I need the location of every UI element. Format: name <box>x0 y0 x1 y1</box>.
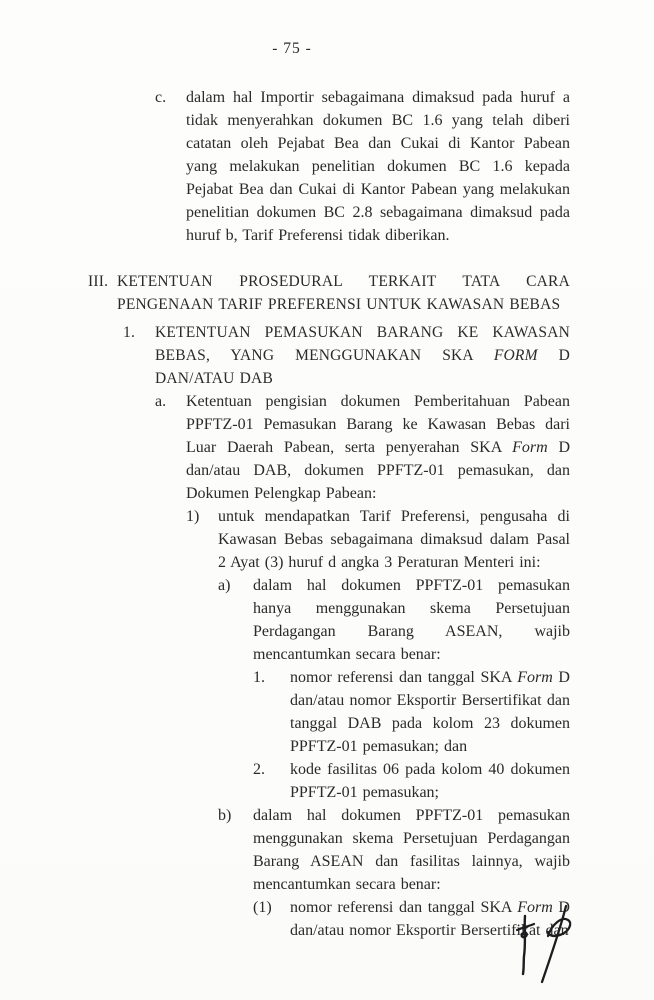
list-marker: a) <box>218 577 231 594</box>
list-marker: c. <box>155 89 167 106</box>
handwritten-paraf-initials-icon <box>500 898 584 990</box>
paragraph-text <box>253 804 570 896</box>
document-body <box>0 86 570 942</box>
text-segment: nomor referensi dan tanggal SKA <box>290 669 518 686</box>
list-marker: 1. <box>123 324 136 341</box>
paragraph-text <box>253 574 570 666</box>
subsection-heading-1 <box>123 321 570 390</box>
text-segment: Ketentuan pengisian dokumen Pemberitahuan Pabean PPFTZ-01 Pemasukan Barang ke Kawasan Bebas dari Luar Daerah Pabean, serta penyerahan SKA <box>186 393 570 456</box>
list-marker: 1. <box>253 669 265 686</box>
subsection-title <box>155 321 570 390</box>
list-item-c <box>155 86 570 247</box>
list-marker: III. <box>88 273 109 290</box>
italic-text-segment: Form <box>517 899 553 916</box>
list-marker: (1) <box>253 899 272 916</box>
paragraph-text <box>290 666 570 758</box>
text-segment: KETENTUAN PEMASUKAN BARANG KE KAWASAN BEBAS, YANG MENGGUNAKAN SKA <box>155 324 570 364</box>
paragraph-text <box>218 505 570 574</box>
italic-text-segment: Form <box>512 439 548 456</box>
paragraph-text <box>290 758 570 804</box>
text-segment: D DAN/ATAU DAB <box>155 347 571 387</box>
list-marker: 2. <box>253 761 265 778</box>
text-segment: dalam hal dokumen PPFTZ-01 pemasukan menggunakan skema Persetujuan Perdagangan Barang ASEAN dan fasilitas lainnya, wajib mencantumkan secara benar: <box>253 807 570 893</box>
text-segment: dalam hal Importir sebagaimana dimaksud pada huruf a tidak menyerahkan dokumen BC 1.6 yang telah diberi catatan oleh Pejabat Bea dan Cukai di Kantor Pabean yang melakukan penelitian dokumen BC 1.6 kepada Pejabat Bea dan Cukai di Kantor Pabean yang melakukan penelitian dokumen BC 2.8 sebagaimana dimaksud pada huruf b, Tarif Preferensi tidak diberikan. <box>186 89 570 244</box>
list-marker: 1) <box>186 508 200 525</box>
section-heading-iii <box>88 270 570 316</box>
text-segment: D dan/atau nomor Eksportir Bersertifikat dan <box>290 899 570 939</box>
text-segment: KETENTUAN PROSEDURAL TERKAIT TATA CARA PENGENAAN TARIF PREFERENSI UNTUK KAWASAN BEBAS <box>117 273 570 313</box>
paragraph-text <box>186 390 570 505</box>
text-segment: untuk mendapatkan Tarif Preferensi, pengusaha di Kawasan Bebas sebagaimana dimaksud dalam Pasal 2 Ayat (3) huruf d angka 3 Peraturan Menteri ini: <box>218 508 570 571</box>
list-marker: a. <box>155 393 167 410</box>
italic-text-segment: FORM <box>493 347 538 364</box>
text-segment: D dan/atau nomor Eksportir Bersertifikat dan tanggal DAB pada kolom 23 dokumen PPFTZ-01 pemasukan; dan <box>290 669 570 755</box>
section-title <box>117 270 570 316</box>
list-item-b-paren <box>218 804 570 896</box>
page-number: - 75 - <box>272 40 312 57</box>
list-item-num-2 <box>253 758 570 804</box>
list-item-num-1 <box>253 666 570 758</box>
text-segment: D dan/atau DAB, dokumen PPFTZ-01 pemasukan, dan Dokumen Pelengkap Pabean: <box>186 439 571 502</box>
text-segment: nomor referensi dan tanggal SKA <box>290 899 518 916</box>
text-segment: kode fasilitas 06 pada kolom 40 dokumen PPFTZ-01 pemasukan; <box>290 761 570 801</box>
paragraph-text <box>186 86 570 247</box>
text-segment: dalam hal dokumen PPFTZ-01 pemasukan hanya menggunakan skema Persetujuan Perdagangan Barang ASEAN, wajib mencantumkan secara benar: <box>253 577 570 663</box>
italic-text-segment: Form <box>517 669 553 686</box>
list-item-a-paren <box>218 574 570 666</box>
list-marker: b) <box>218 807 232 824</box>
list-item-1-paren <box>186 505 570 574</box>
list-item-a <box>155 390 570 505</box>
